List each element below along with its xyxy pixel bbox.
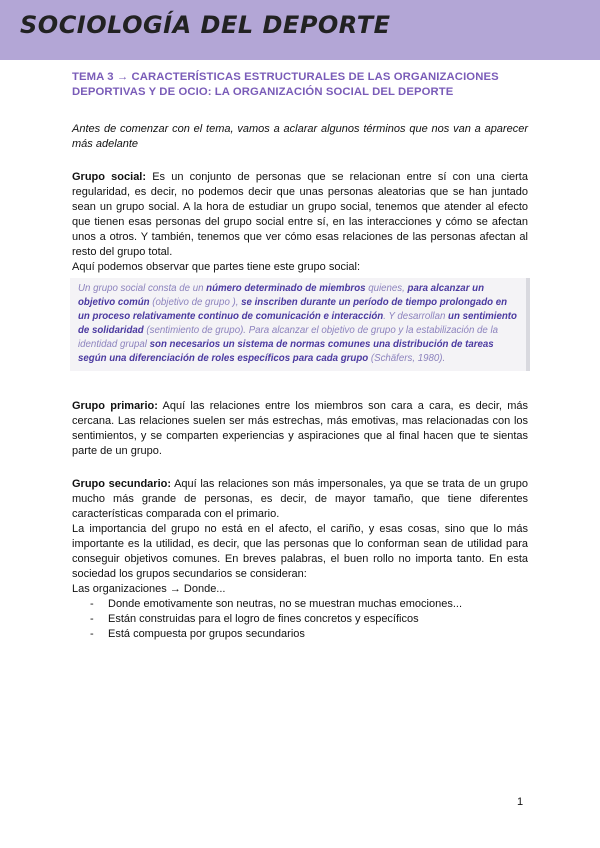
lead-text: Aquí podemos observar que partes tiene este grupo social: [72,261,361,273]
paragraph [72,477,528,522]
term-label: Grupo secundario: [72,478,172,490]
quote-box [70,278,530,371]
definition-text: Aquí las relaciones entre los miembros son cara a cara, es decir, más cercana. Las relaciones suelen ser más estrechas, más emotivas, mas relacionadas con los sentimientos, y se comparten experiencias y aspiraciones que al final hacen que te sientas parte de un grupo. [72,400,528,457]
header-banner [0,0,600,60]
bullet-list [72,597,528,642]
quote-emphasis: se inscriben durante un período de tiempo prolongado en un proceso relativamente continuo de comunicación e interacción [78,297,508,322]
topic-heading: TEMA 3 → CARACTERÍSTICAS ESTRUCTURALES DE LAS ORGANIZACIONES DEPORTIVAS Y DE OCIO: LA ORGANIZACIÓN SOCIAL DEL DEPORTE [72,71,499,98]
definition-text: Es un conjunto de personas que se relacionan entre sí con una cierta regularidad, es decir, no podemos decir que unas personas aleatorias que se han juntado sean un grupo social. A la hora de estudiar un grupo social, tenemos que atender al efecto que tienen esas personas del grupo social entre sí, en las interacciones y cómo se afectan unos a otros. Y también, tenemos que ver cómo esas relaciones de las personas afectan al resto del grupo total. [72,171,528,258]
intro-text: Antes de comenzar con el tema, vamos a aclarar algunos términos que nos van a aparecer más adelante [72,123,528,150]
document-body [72,70,528,642]
section-grupo-social [72,170,528,371]
spacer [72,371,528,399]
page-number: 1 [517,796,524,808]
term-label: Grupo primario: [72,400,158,412]
quote-emphasis: número determinado de miembros [206,283,366,294]
term-label: Grupo social: [72,171,147,183]
quote-emphasis: un sentimiento de solidaridad [78,311,517,336]
quote-text: (sentimiento de grupo). Para alcanzar el objetivo de grupo y la estabilización de la identidad grupal [78,325,499,350]
quote-text: (objetivo de grupo ), [149,297,242,308]
quote-emphasis: son necesarios un sistema de normas comunes una distribución de tareas según una diferenciación de roles específicos para cada grupo [78,339,494,364]
paragraph: Las organizaciones → Donde... [72,583,226,595]
list-item: - Están construidas para el logro de fines concretos y específicos [90,612,528,627]
quote-citation: (Schäfers, 1980). [368,353,446,364]
paragraph: La importancia del grupo no está en el afecto, el cariño, y esas cosas, sino que lo más importante es la utilidad, es decir, que las personas que lo conforman sean de utilidad para conseguir objetivos comunes. En breves palabras, el buen rollo no importa tanto. En esta sociedad los grupos secundarios se consideran: [72,523,528,580]
quote-text: . Y desarrollan [383,311,449,322]
section-grupo-secundario [72,477,528,642]
paragraph [72,399,528,459]
quote-text: quienes, [365,283,408,294]
quote-text: Un grupo social consta de un [78,283,207,294]
quote-emphasis: para alcanzar un objetivo común [78,283,484,308]
list-item: - Está compuesta por grupos secundarios [90,627,528,642]
list-item: - Donde emotivamente son neutras, no se muestran muchas emociones... [90,597,528,612]
paragraph [72,170,528,260]
definition-text: Aquí las relaciones son más impersonales, ya que se trata de un grupo mucho más grande de personas, es decir, de mayor tamaño, que tiene diferentes características comparada con el primario. [72,478,528,520]
section-grupo-primario [72,399,528,459]
document-title: SOCIOLOGÍA DEL DEPORTE [20,11,391,39]
